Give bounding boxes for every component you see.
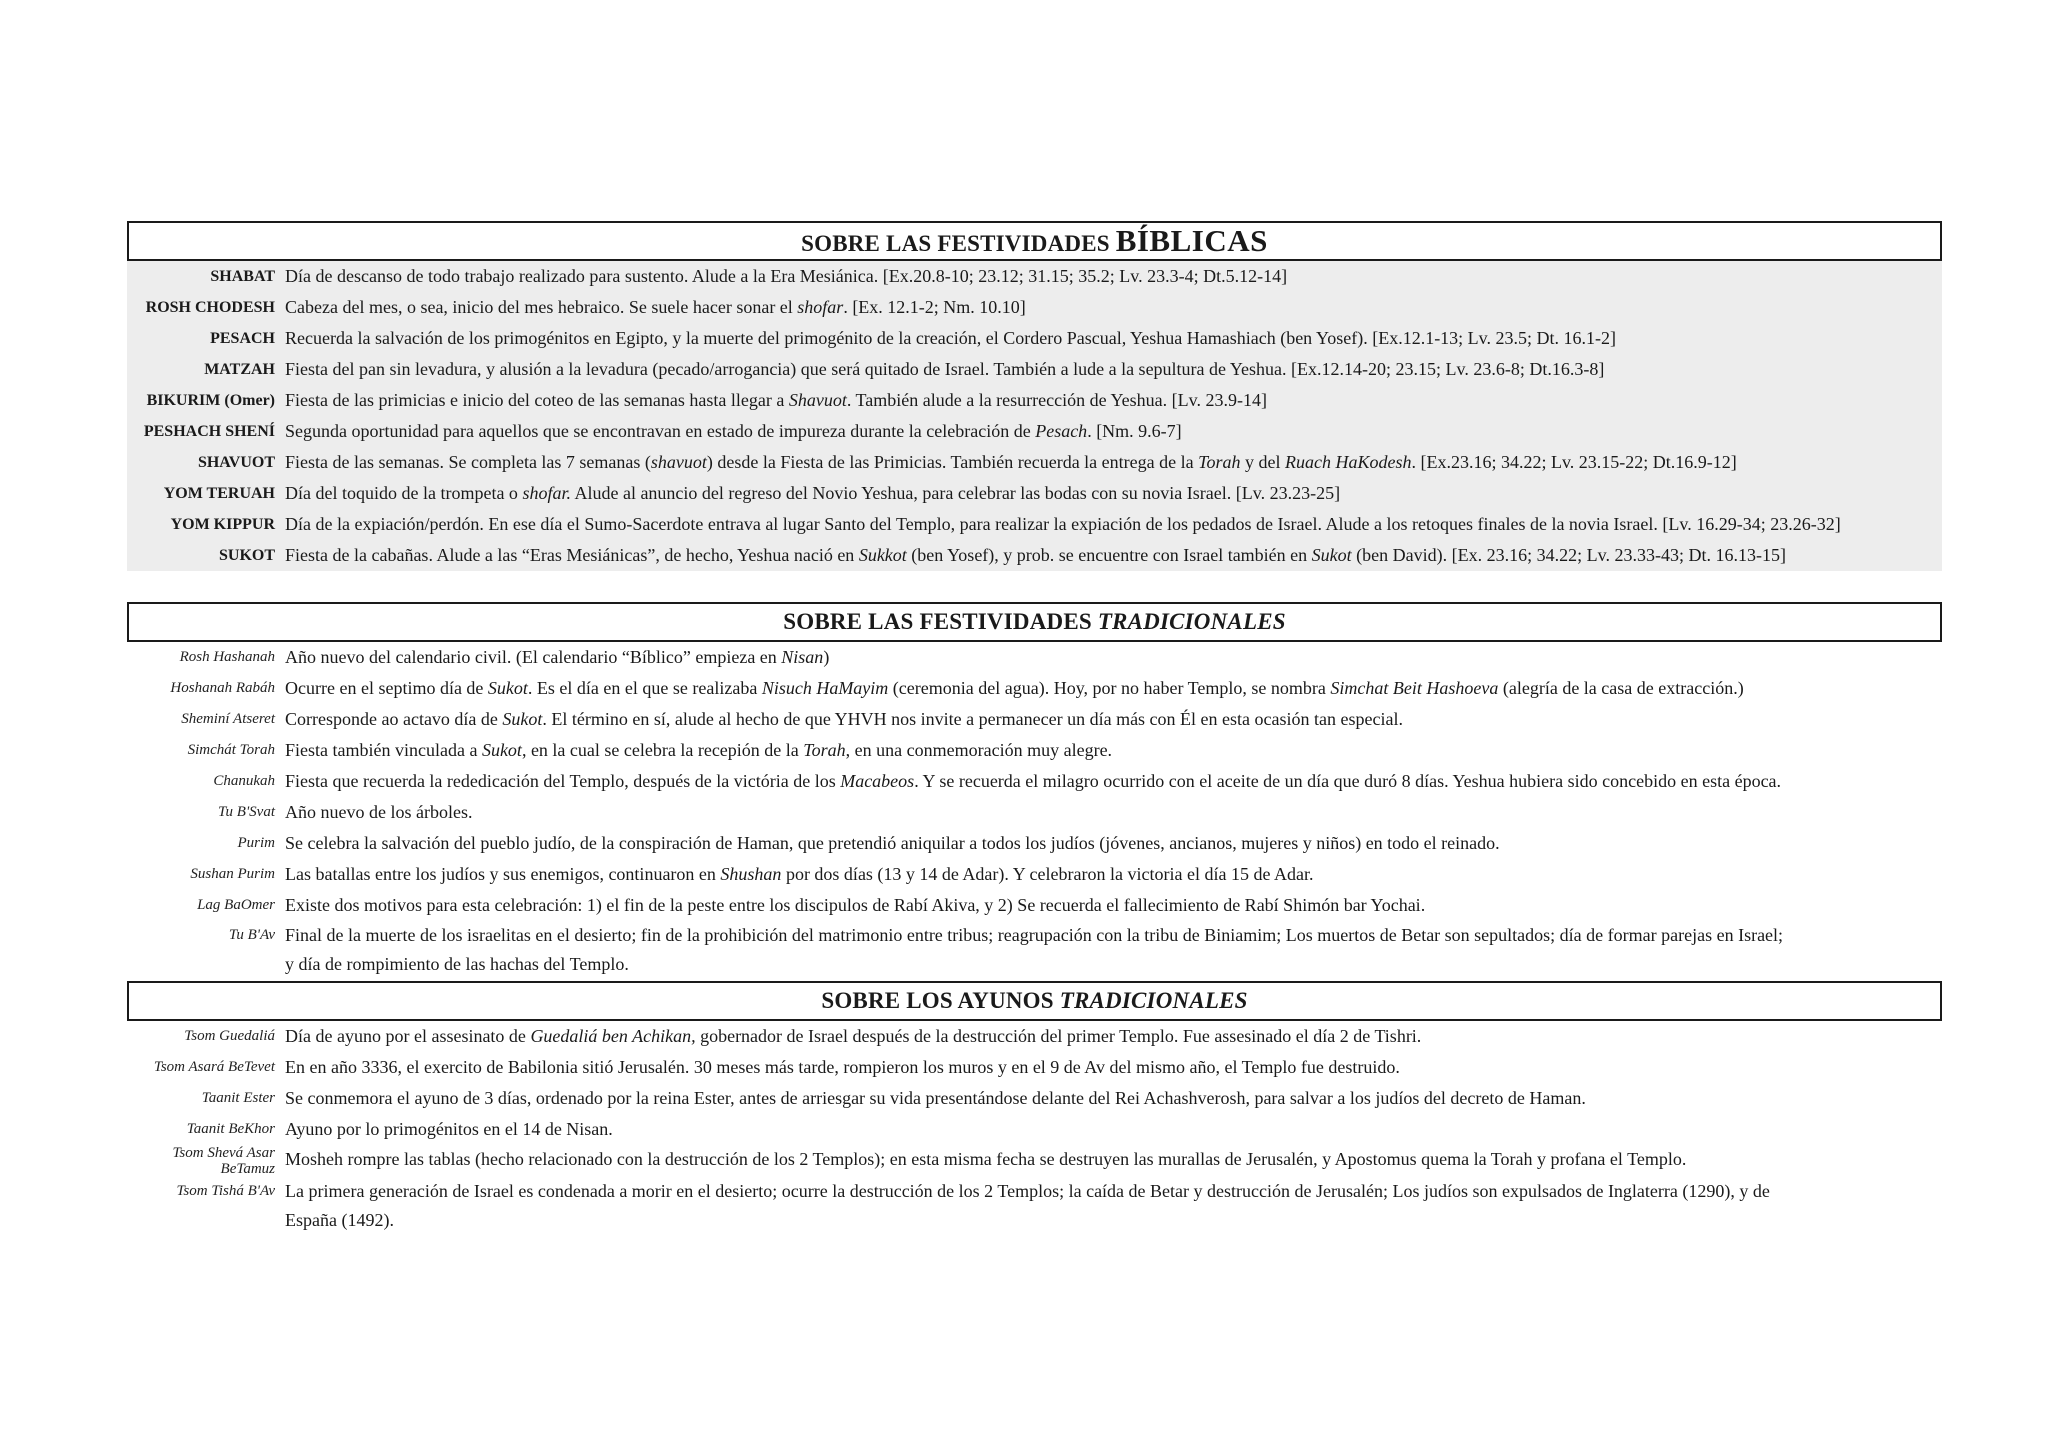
table-row <box>127 859 1942 890</box>
description-line <box>285 266 1287 286</box>
table-row <box>127 1114 1942 1145</box>
row-term <box>127 416 285 447</box>
description-text: Día de la expiación/perdón. En ese día el Sumo-Sacerdote entrava al lugar Santo del Templo, para realizar la expiación de los pedados de Israel. Alude a los retoques finales de la novia Israel. [Lv. 16.29-34; 23.26-32] <box>285 514 1841 534</box>
row-term <box>127 766 285 797</box>
description-text: . [Ex.23.16; 34.22; Lv. 23.15-22; Dt.16.9-12] <box>1411 452 1737 472</box>
row-description <box>285 859 1942 890</box>
row-description <box>285 540 1942 571</box>
row-description <box>285 704 1942 735</box>
section-title-emphasis: TRADICIONALES <box>1097 609 1286 634</box>
row-term <box>127 540 285 571</box>
description-line <box>285 1088 1586 1108</box>
row-description <box>285 416 1942 447</box>
description-emphasis: Guedaliá ben Achikan, <box>530 1026 696 1046</box>
row-description <box>285 1114 1942 1145</box>
row-term <box>127 859 285 890</box>
row-description <box>285 735 1942 766</box>
description-text: . Y se recuerda el milagro ocurrido con el aceite de un día que duró 8 días. Yeshua hubiera sido concebido en esta época. <box>914 771 1782 791</box>
description-text: por dos días (13 y 14 de Adar). Y celebraron la victoria el día 15 de Adar. <box>781 864 1314 884</box>
section-title-prefix: SOBRE LAS FESTIVIDADES <box>783 609 1092 634</box>
description-emphasis: Shushan <box>720 864 782 884</box>
description-text: Cabeza del mes, o sea, inicio del mes hebraico. Se suele hacer sonar el <box>285 297 798 317</box>
table-row <box>127 385 1942 416</box>
description-emphasis: Macabeos <box>840 771 915 791</box>
description-text: ) <box>823 647 830 667</box>
description-text: Fiesta de las semanas. Se completa las 7 semanas ( <box>285 452 651 472</box>
description-text: En en año 3336, el exercito de Babilonia sitió Jerusalén. 30 meses más tarde, rompieron los muros y en el 9 de Av del mismo año, el Templo fue destruido. <box>285 1057 1400 1077</box>
description-text: Año nuevo de los árboles. <box>285 802 473 822</box>
table-row <box>127 797 1942 828</box>
description-line <box>285 678 1744 698</box>
description-line <box>285 864 1313 884</box>
section-title-prefix: SOBRE LAS FESTIVIDADES <box>801 231 1110 256</box>
description-line-continued: España (1492). <box>285 1210 394 1230</box>
row-description <box>285 1145 1942 1174</box>
description-text: Fiesta de las primicias e inicio del coteo de las semanas hasta llegar a <box>285 390 789 410</box>
row-term-text: MATZAH <box>204 361 275 378</box>
description-emphasis: shavuot <box>650 452 707 472</box>
description-text: Segunda oportunidad para aquellos que se encontravan en estado de impureza durante la celebración de <box>285 421 1036 441</box>
table-row <box>127 828 1942 859</box>
row-description <box>285 509 1942 540</box>
description-text: Mosheh rompre las tablas (hecho relacionado con la destrucción de los 2 Templos); en esta misma fecha se destruyen las murallas de Jerusalén, y Apostomus quema la Torah y profana el Templo. <box>285 1149 1687 1169</box>
row-description <box>285 354 1942 385</box>
description-line <box>285 328 1616 348</box>
table-row <box>127 642 1942 673</box>
table-row <box>127 323 1942 354</box>
description-text: (ceremonia del agua). Hoy, por no haber Templo, se nombra <box>888 678 1331 698</box>
description-text: Fiesta del pan sin levadura, y alusión a la levadura (pecado/arrogancia) que será quitado de Israel. También a lude a la sepultura de Yeshua. [Ex.12.14-20; 23.15; Lv. 23.6-8; Dt.16.3-8] <box>285 359 1605 379</box>
description-line <box>285 359 1604 379</box>
description-line <box>285 647 829 667</box>
description-text: Alude al anuncio del regreso del Novio Yeshua, para celebrar las bodas con su novia Israel. [Lv. 23.23-25] <box>570 483 1341 503</box>
row-term-text: Sushan Purim <box>190 866 275 882</box>
section-title-emphasis: TRADICIONALES <box>1059 988 1248 1013</box>
table-row <box>127 673 1942 704</box>
row-description <box>285 323 1942 354</box>
description-text: Se celebra la salvación del pueblo judío, de la conspiración de Haman, que pretendió aniquilar a todos los judíos (jóvenes, ancianos, mujeres y niños) en todo el reinado. <box>285 833 1500 853</box>
row-term <box>127 704 285 735</box>
table-row <box>127 766 1942 797</box>
description-text: Final de la muerte de los israelitas en el desierto; fin de la prohibición del matrimonio entre tribus; reagrupación con la tribu de Biniamim; Los muertos de Betar son sepultados; día de formar parejas en Israel; <box>285 925 1784 945</box>
row-term-text: Rosh Hashanah <box>179 649 275 665</box>
description-text: . [Ex. 12.1-2; Nm. 10.10] <box>843 297 1026 317</box>
table-row <box>127 292 1942 323</box>
description-emphasis: Sukot <box>502 709 543 729</box>
description-text: Fiesta que recuerda la rededicación del Templo, después de la victória de los <box>285 771 841 791</box>
row-term-text: Tsom Shevá Asar <box>172 1145 275 1161</box>
description-text: gobernador de Israel después de la destrucción del primer Templo. Fue assesinado el día 2 de Tishri. <box>695 1026 1422 1046</box>
description-text: . El término en sí, alude al hecho de que YHVH nos invite a permanecer un día más con Él en esta ocasión tan especial. <box>542 709 1403 729</box>
section-title-prefix: SOBRE LOS AYUNOS <box>821 988 1054 1013</box>
description-emphasis: Torah <box>803 740 846 760</box>
description-text: Día del toquido de la trompeta o <box>285 483 523 503</box>
table-row <box>127 509 1942 540</box>
table-row <box>127 447 1942 478</box>
description-text: Ayuno por lo primogénitos en el 14 de Nisan. <box>285 1119 613 1139</box>
description-text: Fiesta de la cabañas. Alude a las “Eras Mesiánicas”, de hecho, Yeshua nació en <box>285 545 859 565</box>
row-term <box>127 1083 285 1114</box>
description-line <box>285 421 1182 441</box>
table-row <box>127 704 1942 735</box>
row-description <box>285 478 1942 509</box>
description-text: Año nuevo del calendario civil. (El calendario “Bíblico” empieza en <box>285 647 782 667</box>
row-description <box>285 1083 1942 1114</box>
description-line <box>285 1057 1400 1077</box>
description-line <box>285 1119 613 1139</box>
description-emphasis: Ruach HaKodesh <box>1285 452 1412 472</box>
row-term-text: Purim <box>237 835 275 851</box>
row-term <box>127 828 285 859</box>
row-term <box>127 797 285 828</box>
description-text: Fiesta también vinculada a <box>285 740 482 760</box>
row-term <box>127 509 285 540</box>
document-page <box>127 221 1942 1235</box>
row-term-text: YOM KIPPUR <box>170 516 275 533</box>
traditional-festivals-table <box>127 642 1942 979</box>
description-line <box>285 740 1112 760</box>
description-emphasis: Shavuot <box>788 390 847 410</box>
description-text: . Es el día en el que se realizaba <box>527 678 762 698</box>
row-term-text: PESACH <box>210 330 275 347</box>
description-line <box>285 925 1783 945</box>
row-term <box>127 1177 285 1206</box>
table-row <box>127 1021 1942 1052</box>
row-term-text-continued: BeTamuz <box>220 1161 275 1177</box>
row-term <box>127 673 285 704</box>
row-description <box>285 292 1942 323</box>
description-emphasis: Pesach <box>1035 421 1088 441</box>
row-term <box>127 642 285 673</box>
biblical-festivals-table <box>127 261 1942 571</box>
row-term <box>127 1052 285 1083</box>
row-term-text: Tu B'Av <box>228 927 275 943</box>
description-line <box>285 1181 1770 1201</box>
row-term <box>127 921 285 950</box>
row-term <box>127 385 285 416</box>
row-term-text: Sheminí Atseret <box>181 711 275 727</box>
row-description <box>285 385 1942 416</box>
row-term <box>127 292 285 323</box>
description-emphasis: Sukot <box>1311 545 1352 565</box>
row-term <box>127 323 285 354</box>
description-line <box>285 514 1841 534</box>
table-row <box>127 890 1942 921</box>
description-line <box>285 1026 1421 1046</box>
row-term-text: ROSH CHODESH <box>145 299 275 316</box>
row-term <box>127 890 285 921</box>
description-text: Día de ayuno por el assesinato de <box>285 1026 531 1046</box>
description-text: Las batallas entre los judíos y sus enemigos, continuaron en <box>285 864 721 884</box>
row-description <box>285 1052 1942 1083</box>
row-term-text: Tsom Tishá B'Av <box>176 1183 275 1199</box>
section-title-fasts <box>127 981 1942 1021</box>
description-emphasis: shofar <box>797 297 844 317</box>
row-term <box>127 447 285 478</box>
row-term-text: Tu B'Svat <box>218 804 275 820</box>
table-row <box>127 1052 1942 1083</box>
row-description <box>285 1177 1942 1235</box>
table-row <box>127 1083 1942 1114</box>
row-term-text: Lag BaOmer <box>197 897 275 913</box>
row-description <box>285 642 1942 673</box>
description-emphasis: Sukot <box>481 740 522 760</box>
description-line <box>285 895 1425 915</box>
description-text: , en una conmemoración muy alegre. <box>845 740 1113 760</box>
table-row <box>127 416 1942 447</box>
row-description <box>285 766 1942 797</box>
description-line <box>285 833 1500 853</box>
row-term-text: Taanit Ester <box>201 1090 275 1106</box>
description-text: Recuerda la salvación de los primogénitos en Egipto, y la muerte del primogénito de la creación, el Cordero Pascual, Yeshua Hamashiach (ben Yosef). [Ex.12.1-13; Lv. 23.5; Dt. 16.1-2] <box>285 328 1616 348</box>
description-line <box>285 802 472 822</box>
row-term-text: SHAVUOT <box>197 454 275 471</box>
row-term <box>127 1114 285 1145</box>
row-term <box>127 1021 285 1052</box>
row-term-text: Tsom Asará BeTevet <box>153 1059 275 1075</box>
description-text: Corresponde ao actavo día de <box>285 709 503 729</box>
description-text: Existe dos motivos para esta celebración: 1) el fin de la peste entre los discipulos de Rabí Akiva, y 2) Se recuerda el fallecimiento de Rabí Shimón bar Yochai. <box>285 895 1426 915</box>
description-text: (alegría de la casa de extracción.) <box>1498 678 1744 698</box>
table-row <box>127 921 1942 979</box>
row-description <box>285 673 1942 704</box>
description-emphasis: Sukot <box>487 678 528 698</box>
description-text: y del <box>1240 452 1285 472</box>
row-term <box>127 261 285 292</box>
row-term-text: YOM TERUAH <box>163 485 275 502</box>
description-line <box>285 297 1026 317</box>
description-emphasis: Nisuch HaMayim <box>761 678 889 698</box>
section-title-traditional <box>127 602 1942 642</box>
row-term <box>127 735 285 766</box>
description-emphasis: Simchat Beit Hashoeva <box>1330 678 1499 698</box>
description-text: (ben David). [Ex. 23.16; 34.22; Lv. 23.33-43; Dt. 16.13-15] <box>1351 545 1786 565</box>
description-emphasis: Torah <box>1198 452 1241 472</box>
description-text: Día de descanso de todo trabajo realizado para sustento. Alude a la Era Mesiánica. [Ex.20.8-10; 23.12; 31.15; 35.2; Lv. 23.3-4; Dt.5.12-14] <box>285 266 1288 286</box>
description-emphasis: shofar. <box>522 483 571 503</box>
row-term-text: Taanit BeKhor <box>186 1121 275 1137</box>
row-description <box>285 447 1942 478</box>
description-emphasis: Nisan <box>781 647 824 667</box>
description-text: Ocurre en el septimo día de <box>285 678 488 698</box>
section-title-biblical <box>127 221 1942 261</box>
description-text: La primera generación de Israel es condenada a morir en el desierto; ocurre la destrucción de los 2 Templos; la caída de Betar y destrucción de Jerusalén; Los judíos son expulsados de Inglaterra (1290), y de <box>285 1181 1770 1201</box>
table-row <box>127 1177 1942 1235</box>
row-description <box>285 828 1942 859</box>
row-term-text: SHABAT <box>210 268 275 285</box>
row-description <box>285 921 1942 979</box>
description-text: ) desde la Fiesta de las Primicias. También recuerda la entrega de la <box>706 452 1199 472</box>
row-description <box>285 261 1942 292</box>
table-row <box>127 540 1942 571</box>
table-row <box>127 1145 1942 1177</box>
row-term-text: PESHACH SHENÍ <box>143 423 275 440</box>
description-line <box>285 709 1403 729</box>
row-term-text: Chanukah <box>213 773 275 789</box>
description-line <box>285 545 1786 565</box>
row-term-text: Hoshanah Rabáh <box>170 680 275 696</box>
description-line <box>285 452 1737 472</box>
description-line <box>285 483 1340 503</box>
description-line <box>285 390 1267 410</box>
row-term-text: Tsom Guedaliá <box>184 1028 275 1044</box>
description-text: . También alude a la resurrección de Yeshua. [Lv. 23.9-14] <box>846 390 1267 410</box>
table-row <box>127 735 1942 766</box>
row-term-text: SUKOT <box>218 547 275 564</box>
row-term-text: BIKURIM (Omer) <box>146 392 275 409</box>
description-line <box>285 771 1781 791</box>
row-term <box>127 1145 285 1177</box>
description-line-continued: y día de rompimiento de las hachas del Templo. <box>285 954 629 974</box>
row-description <box>285 890 1942 921</box>
row-term-text: Simchát Torah <box>187 742 275 758</box>
description-text: Se conmemora el ayuno de 3 días, ordenado por la reina Ester, antes de arriesgar su vida presentándose delante del Rei Achashverosh, para salvar a los judíos del decreto de Haman. <box>285 1088 1586 1108</box>
section-title-emphasis: BÍBLICAS <box>1115 223 1268 258</box>
description-line <box>285 1149 1686 1169</box>
table-row <box>127 261 1942 292</box>
traditional-fasts-table <box>127 1021 1942 1235</box>
description-text: . [Nm. 9.6-7] <box>1087 421 1182 441</box>
table-row <box>127 354 1942 385</box>
table-row <box>127 478 1942 509</box>
row-term <box>127 478 285 509</box>
row-description <box>285 1021 1942 1052</box>
row-description <box>285 797 1942 828</box>
row-term <box>127 354 285 385</box>
description-emphasis: Sukkot <box>858 545 907 565</box>
description-text: (ben Yosef), y prob. se encuentre con Israel también en <box>906 545 1312 565</box>
description-text: , en la cual se celebra la recepión de la <box>521 740 804 760</box>
